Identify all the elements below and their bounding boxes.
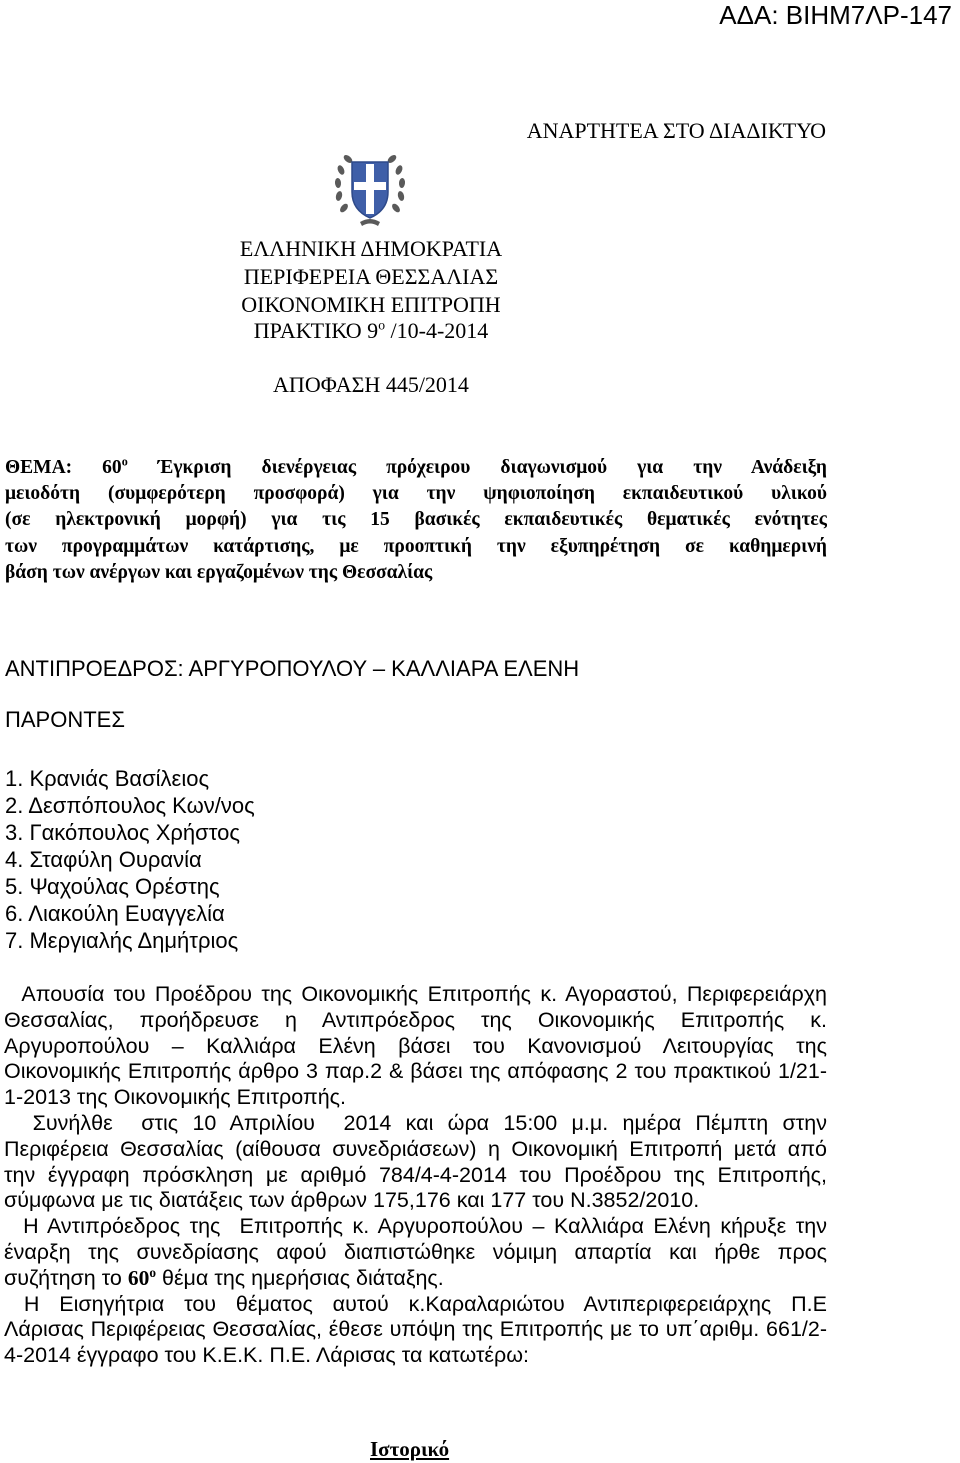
member-item: 7. Μεργιαλής Δημήτριος <box>5 928 239 953</box>
present-heading: ΠΑΡΟΝΤΕΣ <box>5 707 125 732</box>
header-country: ΕΛΛΗΝΙΚΗ ΔΗΜΟΚΡΑΤΙΑ <box>239 236 503 261</box>
member-item: 3. Γακόπουλος Χρήστος <box>5 820 240 845</box>
body-line: την έγγραφη πρόσκληση με αριθμό 784/4-4-2014 του Προέδρου της Επιτροπής, <box>4 1162 827 1187</box>
body-line: συζήτηση το $60^o$ θέμα της ημερήσιας διάταξης. <box>4 1265 444 1290</box>
body-line: σύμφωνα με τις διατάξεις των άρθρων 175,176 και 177 του Ν.3852/2010. <box>4 1188 700 1213</box>
greek-state-emblem-icon <box>330 148 410 230</box>
subject-line: μειοδότη (συμφερότερη προσφορά) για την ψηφιοποίηση εκπαιδευτικού υλικού <box>5 483 827 505</box>
body-line: Οικονομικής Επιτροπής άρθρο 3 παρ.2 & βάσει της απόφασης 2 του πρακτικού 1/21- <box>4 1059 827 1084</box>
member-item: 2. Δεσπόπουλος Κων/νος <box>5 793 255 818</box>
body-line: 1-2013 της Οικονομικής Επιτροπής. <box>4 1085 347 1110</box>
header-minutes: ΠΡΑΚΤΙΚΟ $9^o$ /10-4-2014 <box>253 317 489 343</box>
body-line: Συνήλθε στις 10 Απριλίου 2014 και ώρα 15:00 μ.μ. ημέρα Πέμπτη στην <box>4 1110 827 1135</box>
body-line: Περιφέρεια Θεσσαλίας (αίθουσα συνεδριάσεων) η Οικονομική Επιτροπή μετά από <box>4 1136 827 1161</box>
member-item: 5. Ψαχούλας Ορέστης <box>5 874 220 899</box>
ada-code: ΑΔΑ: ΒΙΗΜ7ΛΡ-147 <box>719 0 952 30</box>
body-line: Λάρισας Περιφέρειας Θεσσαλίας, έθεσε υπόψη της Επιτροπής με το υπ΄αριθμ. 661/2- <box>4 1317 827 1342</box>
body-line: Η Εισηγήτρια του θέματος αυτού κ.Καραλαριώτου Αντιπεριφερειάρχης Π.Ε <box>4 1291 827 1316</box>
minutes-body <box>4 982 827 1369</box>
member-item: 6. Λιακούλη Ευαγγελία <box>5 901 225 926</box>
member-item: 4. Σταφύλη Ουρανία <box>5 847 202 872</box>
decision-number: ΑΠΟΦΑΣΗ 445/2014 <box>273 372 469 397</box>
posting-note: ΑΝΑΡΤΗΤΕΑ ΣΤΟ ΔΙΑΔΙΚΤΥΟ <box>526 118 826 143</box>
body-line: Αργυροπούλου – Καλλιάρα Ελένη βάσει του Κανονισμού Λειτουργίας της <box>4 1033 827 1058</box>
subject-title <box>5 455 827 586</box>
member-item: 1. Κρανιάς Βασίλειος <box>5 766 210 791</box>
header-region: ΠΕΡΙΦΕΡΕΙΑ ΘΕΣΣΑΛΙΑΣ <box>243 264 499 289</box>
header-committee: ΟΙΚΟΝΟΜΙΚΗ ΕΠΙΤΡΟΠΗ <box>241 292 501 317</box>
body-line: Θεσσαλίας, προήδρευσε η Αντιπρόεδρος της Οικονομικής Επιτροπής κ. <box>4 1007 827 1032</box>
history-heading: Ιστορικό <box>370 1437 450 1461</box>
subject-line: βάση των ανέργων και εργαζομένων της Θεσσαλίας <box>5 561 433 583</box>
body-line: Απουσία του Προέδρου της Οικονομικής Επιτροπής κ. Αγοραστού, Περιφερειάρχη <box>4 982 827 1006</box>
body-line: Η Αντιπρόεδρος της Επιτροπής κ. Αργυροπούλου – Καλλιάρα Ελένη κήρυξε την <box>4 1214 827 1239</box>
subject-line: (σε ηλεκτρονική μορφή) για τις 15 βασικές εκπαιδευτικές θεματικές ενότητες <box>5 509 827 531</box>
body-line: έναρξη της συνεδρίασης αφού διαπιστώθηκε νόμιμη απαρτία και ήρθε προς <box>4 1239 827 1264</box>
vice-president: ΑΝΤΙΠΡΟΕΔΡΟΣ: ΑΡΓΥΡΟΠΟΥΛΟΥ – ΚΑΛΛΙΑΡΑ ΕΛΕΝΗ <box>5 656 580 681</box>
body-line: 4-2014 έγγραφο του Κ.Ε.Κ. Π.Ε. Λάρισας τα κατωτέρω: <box>4 1343 530 1368</box>
subject-line: των προγραμμάτων κατάρτισης, με προοπτική την εξυπηρέτηση σε καθημερινή <box>5 535 827 557</box>
subject-line: ΘΕΜΑ: $60^o$ Έγκριση διενέργειας πρόχειρου διαγωνισμού για την Ανάδειξη <box>5 455 827 478</box>
